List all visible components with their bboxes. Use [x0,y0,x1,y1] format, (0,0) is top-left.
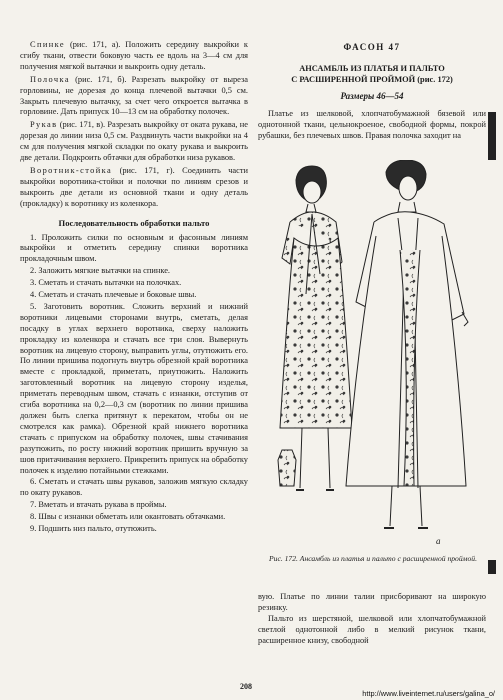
paragraph-front: Полочка (рис. 171, б). Разрезать выкройку от выреза горловины, не дорезая до конца плечевой вытачки 0,5 см. Закрыть плечевую вытачку, за счет чего откроется вытачка в горловине. Дать припуск 10—13 см на обработку полочек. [20,74,249,117]
term-collar: Воротник-стойка [30,165,113,175]
term-front: Полочка [30,74,70,84]
paragraph-collar: Воротник-стойка (рис. 171, г). Соединить части выкройки воротника-стойки и полочки по линиям срезов и выкроить две детали из основной ткани и одну деталь (прокладку) к воротнику из коленкора. [20,165,249,208]
figure-dress [280,166,352,490]
figure-coat [346,160,468,528]
term-sleeve: Рукав [30,120,58,130]
step-item: 2. Заложить мягкие вытачки на спинке. [30,266,171,276]
page-number: 208 [240,682,252,691]
style-number: ФАСОН 47 [343,42,401,52]
figure-caption: Рис. 172. Ансамбль из платья и пальто с расширенной проймой. [269,554,477,563]
fashion-illustration [250,160,486,552]
left-column [20,40,248,536]
scan-edge-mark [488,112,496,160]
accessory-sketch [278,450,296,486]
steps-list [20,233,248,535]
step-item: 5. Заготовить воротник. Сложить верхний и нижний воротники лицевыми сторонами внутрь, сметать, делая посадку в углах верхнего воротника, сверху наложить прокладку из коленкора и стачать все три слоя. Вывернуть воротник на лицевую сторону, выправить углы, отутюжить его. По линии пришива подогнуть внутрь обрезной край воротника вместе с прокладкой, приметать, приутюжить. Наложить заготовленный воротник на лицевую сторону изделья, приметать переводным швом, стачать с изнанки, отступив от сгиба воротника на 0,2—0,3 см (воротник по линии пришива должен быть слегка притянут к перекатом, чтобы он не смотрелся как рамка). Обрезной край нижнего воротника стачать с припуском на обработку полочек, швы стачивания разутюжить, по росту нижний воротник пришить вручную за шов притачивания верхнего. Прикрепить припуск на обработку полочек к изделию потайными стежками. [20,301,248,475]
figure-label: а [436,536,441,546]
right-bottom-text [258,592,486,647]
step-item: 6. Сметать и стачать швы рукавов, заложив мягкую складку по окату рукавов. [20,477,248,498]
step-item: 1. Проложить силки по основным и фасонным линиям выкройки и отметить середину спинки воротника прокладочным швом. [20,232,248,264]
ensemble-title: АНСАМБЛЬ ИЗ ПЛАТЬЯ И ПАЛЬТО С РАСШИРЕННОЙ ПРОЙМОЙ (рис. 172) [291,63,453,84]
paragraph-dress-end: вую. Платье по линии талии присборивают на широкую резинку. [258,592,486,612]
scan-edge-mark [488,560,496,574]
source-watermark: http://www.liveinternet.ru/users/galina_o/ [362,689,495,698]
right-column [258,40,486,142]
paragraph-sleeve: Рукав (рис. 171, в). Разрезать выкройку от оката рукава, не дорезая до линии низа 0,5 см. Раздвинуть части выкройки на 4 см для получения мягкой складки по окату рукава и выкроить две детали. Подкроить обтачки для обработки низа рукавов. [20,120,248,163]
dress-description: Платье из шелковой, хлопчатобумажной бязевой или однотонной ткани, цельнокроеное, свободной формы, покрой рубашки, без плечевых швов. Правая полочка заходит на [258,108,486,140]
step-item: 9. Подшить низ пальто, отутюжить. [30,524,157,534]
step-item: 4. Сметать и стачать плечевые и боковые швы. [30,290,197,300]
step-item: 7. Вметать и втачать рукава в проймы. [30,500,167,510]
paragraph-back: Спинке (рис. 171, а). Положить середину выкройки к сгибу ткани, отвести боковую часть ее вдоль на 3—4 см для получения мягкой вытачки и выкроить одну деталь. [20,40,248,71]
step-item: 8. Швы с изнанки обметать или окантовать обтачками. [30,512,226,522]
term-back: Спинке [30,40,66,49]
paragraph-coat: Пальто из шерстяной, шелковой или хлопчатобумажной светлой однотонной либо в мелкий рисунок ткани, расширенное книзу, свободной [258,613,486,645]
section-title: Последовательность обработки пальто [58,217,210,228]
step-item: 3. Сметать и стачать вытачки на полочках. [30,278,182,288]
sizes-label: Размеры 46—54 [340,90,404,101]
